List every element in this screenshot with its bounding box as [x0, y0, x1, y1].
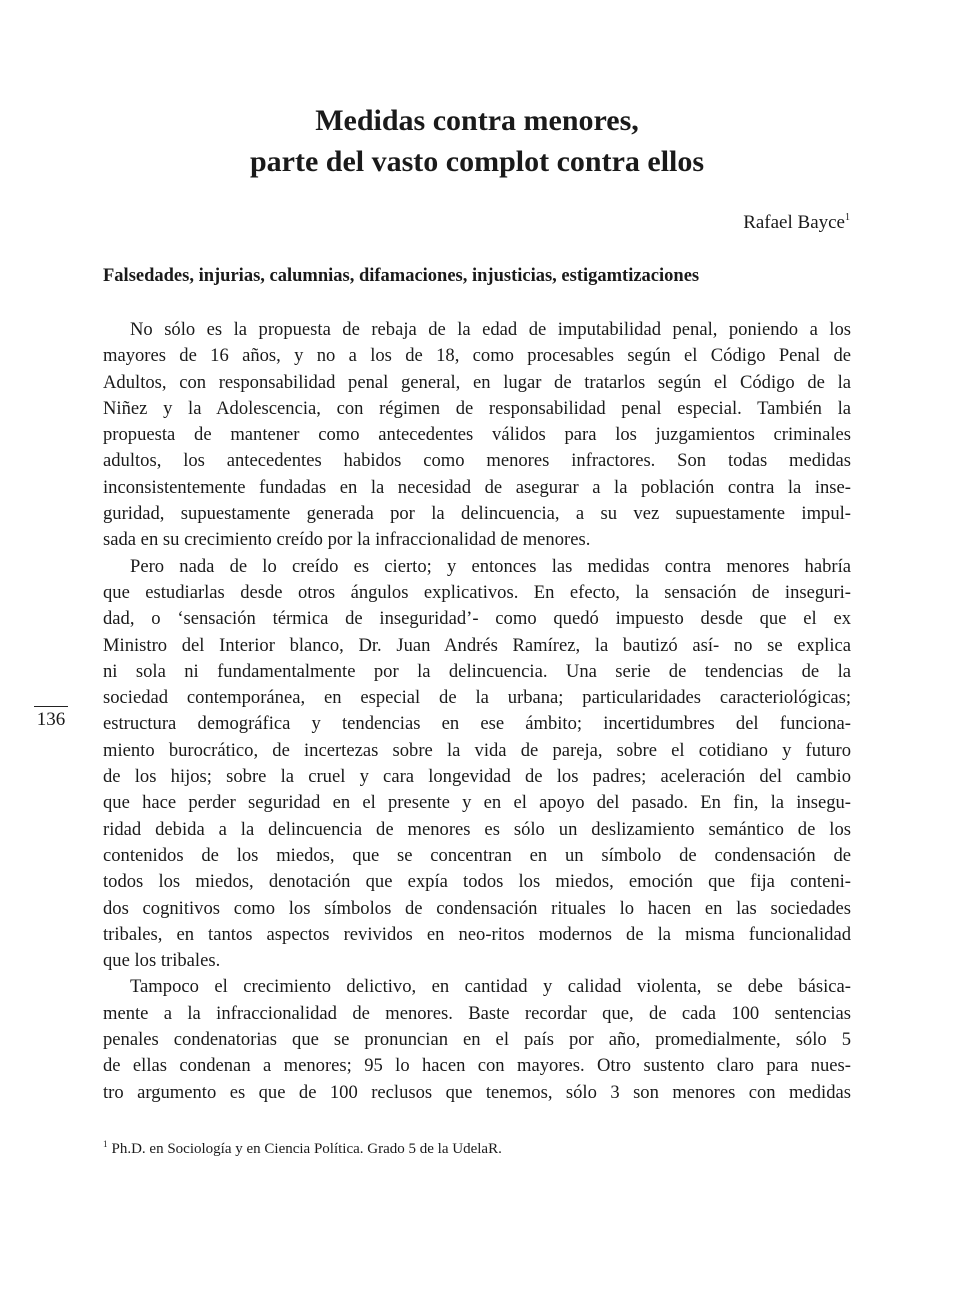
text-line: ni sola ni fundamentalmente por la delincuencia. Una serie de tendencias de la	[103, 660, 851, 682]
footnote-ref[interactable]: 1	[845, 212, 850, 223]
text-line: Pero nada de lo creído es cierto; y entonces las medidas contra menores habría	[130, 555, 851, 577]
text-line: tribales, en tantos aspectos revividos en neo-ritos modernos de la misma funcionalidad	[103, 923, 851, 945]
paragraph	[103, 317, 851, 554]
text-line: mente a la infraccionalidad de menores. Baste recordar que, de cada 100 sentencias	[103, 1002, 851, 1024]
footnote-marker: 1	[103, 1139, 108, 1149]
text-line: de ellas condenan a menores; 95 lo hacen con mayores. Otro sustento claro para nues-	[103, 1055, 851, 1077]
text-line: Niñez y la Adolescencia, con régimen de responsabilidad penal especial. También la	[103, 397, 851, 419]
text-line: sociedad contemporánea, en especial de la urbana; particularidades caracteriológicas;	[103, 687, 851, 709]
text-line: Ministro del Interior blanco, Dr. Juan Andrés Ramírez, la bautizó así- no se explica	[103, 634, 851, 656]
text-line: sada en su crecimiento creído por la infraccionalidad de menores.	[103, 529, 591, 551]
section-heading: Falsedades, injurias, calumnias, difamaciones, injusticias, estigamtizaciones	[103, 266, 700, 286]
author-name: Rafael Bayce	[743, 212, 845, 233]
paragraph	[103, 974, 851, 1105]
text-line: adultos, los antecedentes habidos como menores infractores. Son todas medidas	[103, 450, 851, 472]
paragraph	[103, 554, 851, 975]
text-line: que hace perder seguridad en el presente y en el apoyo del pasado. En fin, la insegu-	[103, 792, 851, 814]
text-line: guridad, supuestamente generada por la delincuencia, a su vez supuestamente impul-	[103, 503, 851, 525]
article-title	[0, 100, 954, 182]
text-line: de los hijos; sobre la cruel y cara longevidad de los padres; aceleración del cambio	[103, 766, 851, 788]
text-line: miento burocrático, de incertezas sobre la vida de pareja, sobre el cotidiano y futuro	[103, 739, 851, 761]
text-line: dos cognitivos como los símbolos de condensación rituales lo hacen en las sociedades	[103, 897, 851, 919]
text-line: contenidos de los miedos, que se concentran en un símbolo de condensación de	[103, 844, 851, 866]
article-body	[103, 317, 851, 1106]
text-line: inconsistentemente fundadas en la necesidad de asegurar a la población contra la inse-	[103, 476, 851, 498]
text-line: Tampoco el crecimiento delictivo, en cantidad y calidad violenta, se debe básica-	[130, 976, 851, 998]
text-line: que estudiarlas desde otros ángulos explicativos. En efecto, la sensación de inseguri-	[103, 581, 851, 603]
text-line: todos los miedos, denotación que expía todos los miedos, emoción que fija conteni-	[103, 871, 851, 893]
text-line: No sólo es la propuesta de rebaja de la edad de imputabilidad penal, poniendo a los	[130, 319, 851, 340]
page-number: 136	[34, 706, 68, 731]
title-line-1: Medidas contra menores,	[315, 104, 639, 137]
text-line: penales condenatorias que se pronuncian en el país por año, promedialmente, sólo 5	[103, 1029, 851, 1051]
text-line: ridad debida a la delincuencia de menores es sólo un deslizamiento semántico de los	[103, 818, 851, 840]
text-line: dad, o ‘sensación térmica de inseguridad’- como quedó impuesto desde que el ex	[103, 608, 851, 630]
footnote-text: Ph.D. en Sociología y en Ciencia Política. Grado 5 de la UdelaR.	[111, 1141, 502, 1157]
title-line-2: parte del vasto complot contra ellos	[249, 145, 705, 178]
text-line: que los tribales.	[103, 950, 221, 972]
text-line: tro argumento es que de 100 reclusos que tenemos, sólo 3 son menores con medidas	[103, 1081, 851, 1103]
text-line: mayores de 16 años, y no a los de 18, como procesables según el Código Penal de	[103, 345, 851, 367]
text-line: Adultos, con responsabilidad penal general, en lugar de tratarlos según el Código de la	[103, 371, 851, 393]
footnote	[103, 1139, 502, 1158]
author	[743, 212, 850, 234]
text-line: propuesta de mantener como antecedentes válidos para los juzgamientos criminales	[103, 424, 851, 446]
text-line: estructura demográfica y tendencias en ese ámbito; incertidumbres del funciona-	[103, 713, 851, 735]
